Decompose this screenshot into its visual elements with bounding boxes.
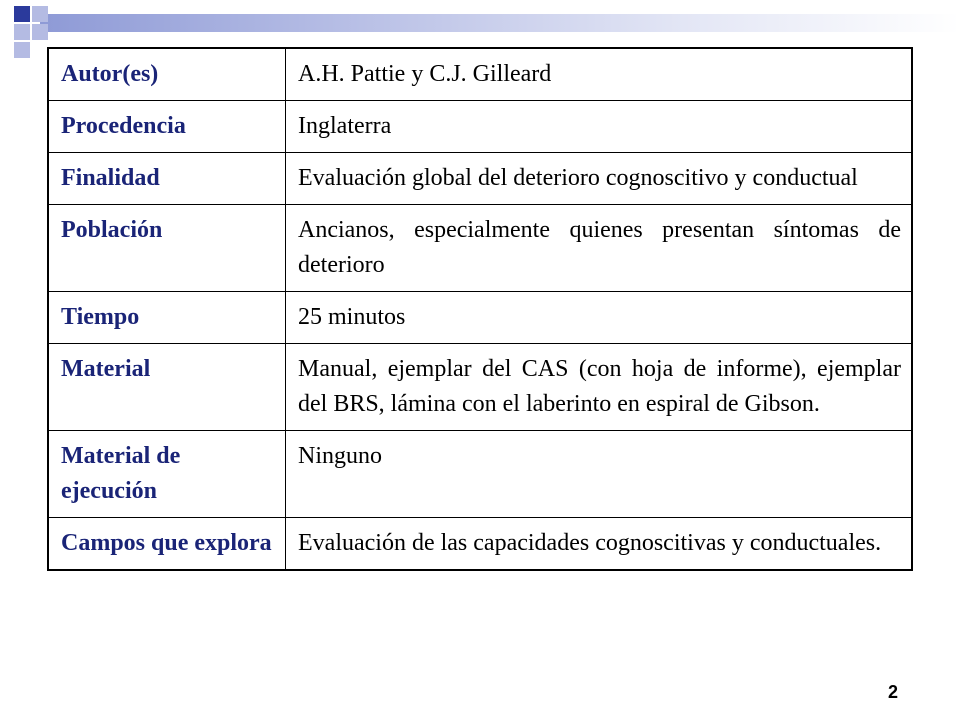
decorative-square-icon	[14, 6, 30, 22]
decorative-square-icon	[32, 24, 48, 40]
row-label: Material de ejecución	[48, 431, 286, 518]
row-label: Procedencia	[48, 101, 286, 153]
table-row	[48, 101, 912, 153]
table-row	[48, 518, 912, 571]
row-value: Evaluación global del deterioro cognoscitivo y conductual	[286, 153, 913, 205]
row-value: A.H. Pattie y C.J. Gilleard	[286, 48, 913, 101]
row-value: Manual, ejemplar del CAS (con hoja de informe), ejemplar del BRS, lámina con el laberinto en espiral de Gibson.	[286, 344, 913, 431]
decorative-square-icon	[14, 42, 30, 58]
table-row	[48, 344, 912, 431]
row-label: Población	[48, 205, 286, 292]
table-row	[48, 205, 912, 292]
table-row	[48, 48, 912, 101]
row-label: Campos que explora	[48, 518, 286, 571]
decorative-square-icon	[14, 24, 30, 40]
info-table	[47, 47, 913, 571]
row-value: Evaluación de las capacidades cognoscitivas y conductuales.	[286, 518, 913, 571]
row-label: Finalidad	[48, 153, 286, 205]
row-value: Ninguno	[286, 431, 913, 518]
header-gradient-bar	[40, 14, 960, 32]
table-row	[48, 292, 912, 344]
row-label: Tiempo	[48, 292, 286, 344]
info-table-container	[47, 47, 913, 571]
row-value: Ancianos, especialmente quienes presentan síntomas de deterioro	[286, 205, 913, 292]
row-label: Material	[48, 344, 286, 431]
page-number: 2	[888, 682, 899, 702]
decorative-square-icon	[32, 6, 48, 22]
table-row	[48, 153, 912, 205]
row-value: Inglaterra	[286, 101, 913, 153]
row-label: Autor(es)	[48, 48, 286, 101]
row-value: 25 minutos	[286, 292, 913, 344]
table-row	[48, 431, 912, 518]
